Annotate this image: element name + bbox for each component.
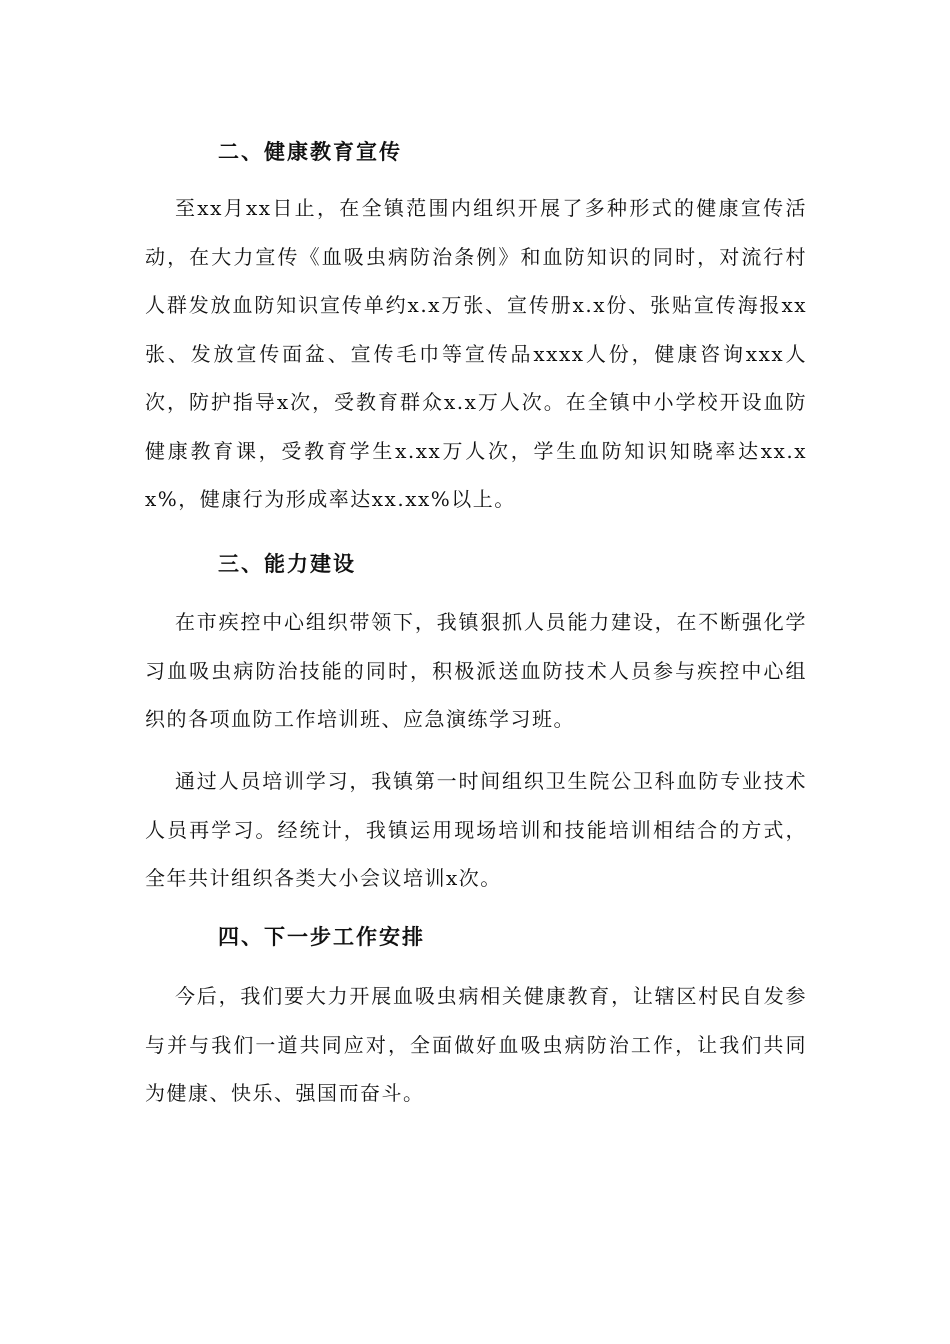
section-heading-next-steps: 四、下一步工作安排 xyxy=(218,924,425,949)
paragraph-capacity-building-2: 通过人员培训学习，我镇第一时间组织卫生院公卫科血防专业技术人员再学习。经统计，我镇运用现场培训和技能培训相结合的方式，全年共计组织各类大小会议培训x次。 xyxy=(145,769,807,890)
section-heading-health-education: 二、健康教育宣传 xyxy=(218,139,402,164)
paragraph-capacity-building-1: 在市疾控中心组织带领下，我镇狠抓人员能力建设，在不断强化学习血吸虫病防治技能的同时，积极派送血防技术人员参与疾控中心组织的各项血防工作培训班、应急演练学习班。 xyxy=(145,610,807,731)
paragraph-health-education: 至xx月xx日止，在全镇范围内组织开展了多种形式的健康宣传活动，在大力宣传《血吸虫病防治条例》和血防知识的同时，对流行村人群发放血防知识宣传单约x.x万张、宣传册x.x份、张贴宣传海报xx张、发放宣传面盆、宣传毛巾等宣传品xxxx人份，健康咨询xxx人次，防护指导x次，受教育群众x.x万人次。在全镇中小学校开设血防健康教育课，受教育学生x.xx万人次，学生血防知识知晓率达xx.xx%，健康行为形成率达xx.xx%以上。 xyxy=(145,196,807,511)
paragraph-next-steps: 今后，我们要大力开展血吸虫病相关健康教育，让辖区村民自发参与并与我们一道共同应对，全面做好血吸虫病防治工作，让我们共同为健康、快乐、强国而奋斗。 xyxy=(145,984,807,1105)
section-heading-capacity-building: 三、能力建设 xyxy=(218,551,356,576)
